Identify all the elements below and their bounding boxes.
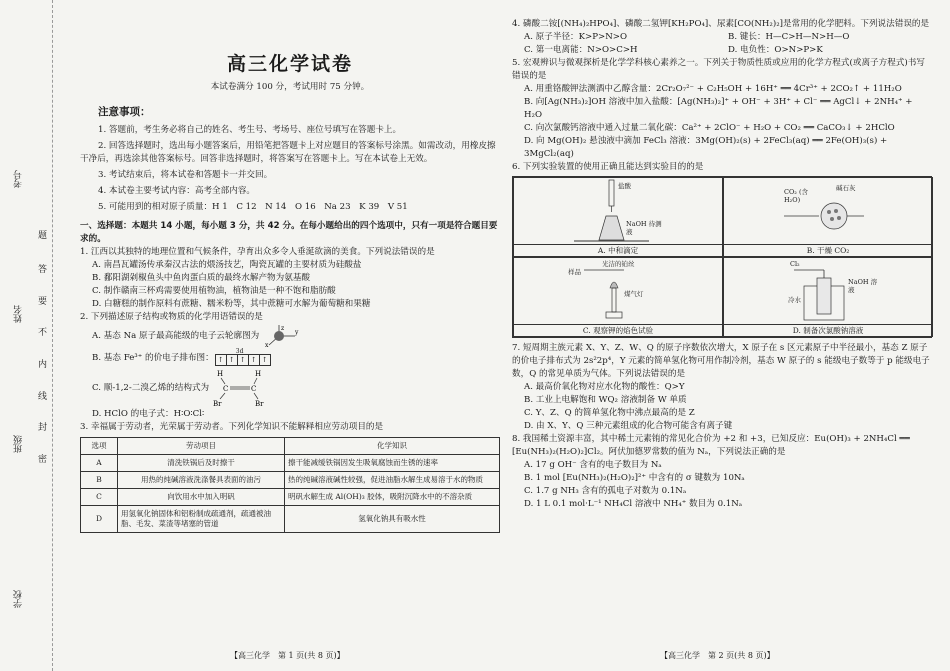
name-label: 姓名 [14, 305, 24, 323]
table-header-row [81, 438, 500, 455]
option: D. 由 X、Y、Q 三种元素组成的化合物可能含有离子键 [524, 421, 733, 431]
notice-item: 1. 答题前，考生务必将自己的姓名、考生号、考场号、座位号填写在答题卡上。 [98, 125, 402, 135]
orbital-diagram [259, 324, 299, 348]
table-cell: B [81, 472, 118, 489]
reagent-label: Cl₂ [790, 260, 800, 268]
reagent-label: 冷水 [788, 296, 801, 304]
option [80, 348, 500, 368]
question-stem: 1. 江西以其独特的地理位置和气候条件，孕育出众多令人垂涎欲滴的美食。下列说法错误的是 [80, 247, 435, 257]
question-8 [512, 433, 932, 511]
table-cell: 明矾水解生成 Al(OH)₃ 胶体，吸附沉降水中的不溶杂质 [285, 489, 500, 506]
reagent-label: 碱石灰 [836, 184, 856, 192]
option [80, 368, 500, 408]
section-heading: 一、选择题：本题共 14 小题，每小题 3 分，共 42 分。在每小题给出的四个选项中，只有一项是符合题目要求的。 [80, 221, 498, 244]
orbital-box: ↑ [226, 354, 238, 366]
structural-formula [209, 368, 279, 408]
option: A. 用重铬酸钾法测酒中乙醇含量：2Cr₂O₇²⁻ + C₂H₅OH + 16H⁺ ══ 4Cr³⁺ + 2CO₂↑ + 11H₂O [524, 84, 902, 94]
table-row [81, 455, 500, 472]
axis-z-label: z [281, 325, 285, 332]
page-1 [80, 18, 500, 533]
option-row [512, 31, 932, 44]
option-row [512, 44, 932, 57]
seal-char: 答 [38, 265, 48, 275]
option: B. 1 mol [Eu(NH₃)₂(H₂O)₂]²⁺ 中含有的 σ 键数为 10Nₐ [524, 473, 745, 483]
atom-br: Br [213, 400, 222, 408]
option: C. 1.7 g NH₃ 含有的孤电子对数为 0.1Nₐ [524, 486, 687, 496]
school-label: 学校 [14, 590, 24, 608]
table-header: 劳动项目 [118, 438, 285, 455]
table-cell: C [81, 489, 118, 506]
notice-item: 5. 可能用到的相对原子质量：H 1 C 12 N 14 O 16 Na 23 K 39 V 51 [98, 202, 408, 212]
atom-h: H [217, 370, 224, 378]
apparatus-caption: C. 观察钾的焰色试验 [514, 324, 722, 336]
seal-char: 要 [38, 297, 48, 307]
option: B. 工业上电解饱和 WQ₂ 溶液制备 W 单质 [524, 395, 687, 405]
apparatus-caption: A. 中和滴定 [514, 244, 722, 256]
atom-h: H [255, 370, 262, 378]
apparatus-a [513, 177, 723, 257]
option: C. 向次氯酸钙溶液中通入过量二氧化碳：Ca²⁺ + 2ClO⁻ + H₂O + CO₂ ══ CaCO₃↓ + 2HClO [524, 123, 895, 133]
apparatus-grid [512, 176, 932, 338]
notice-item: 2. 回答选择题时，选出每小题答案后，用铅笔把答题卡上对应题目的答案标号涂黑。如需改动，用橡皮擦干净后，再选涂其他答案标号。回答非选择题时，将答案写在答题卡上。写在本试卷上无效。 [80, 141, 496, 164]
option: B. 鄱阳湖剁椒鱼头中鱼肉蛋白质的最终水解产物为氨基酸 [92, 273, 311, 283]
reagent-label: 样品 [568, 268, 581, 276]
seal-char: 内 [38, 360, 48, 370]
option: A. 17 g OH⁻ 含有的电子数目为 Nₐ [524, 460, 662, 470]
table-cell: 用氢氧化钠固体和铝粉制成疏通剂，疏通被油脂、毛发、菜渣等堵塞的管道 [118, 506, 285, 533]
notice-heading: 注意事项： [98, 106, 151, 118]
apparatus-caption: D. 制备次氯酸钠溶液 [724, 324, 932, 336]
option: A. 南昌瓦罐汤传承秦汉古法的煨汤技艺，陶瓷瓦罐的主要材质为硅酸盐 [92, 260, 362, 270]
notice-item: 3. 考试结束后，将本试卷和答题卡一并交回。 [98, 170, 273, 180]
seal-char: 封 [38, 423, 48, 433]
option: A. 最高价氧化物对应水化物的酸性：Q>Y [524, 382, 685, 392]
table-row [81, 489, 500, 506]
question-2 [80, 311, 500, 421]
reagent-label: 光洁的铂丝 [602, 260, 635, 268]
reagent-label: NaOH 待测液 [626, 220, 662, 236]
question-stem: 6. 下列实验装置的使用正确且能达到实验目的的是 [512, 162, 704, 172]
labor-table [80, 437, 500, 533]
question-stem: 2. 下列描述原子结构或物质的化学用语错误的是 [80, 312, 263, 322]
table-cell: 清洗铁锅后及时擦干 [118, 455, 285, 472]
question-3 [80, 421, 500, 533]
class-label: 班级 [14, 435, 24, 453]
apparatus-c [513, 257, 723, 337]
atom-br: Br [255, 400, 264, 408]
option: A. 原子半径：K>P>N>O [524, 32, 628, 42]
seal-char: 密 [38, 455, 48, 465]
electron-box-diagram [216, 348, 271, 368]
option: D. 电负性：O>N>P>K [728, 45, 823, 55]
question-stem: 5. 宏观辨识与微观探析是化学学科核心素养之一。下列关于物质性质或应用的化学方程式(或离子方程式)书写错误的是 [512, 58, 925, 81]
question-5 [512, 57, 932, 161]
question-stem: 8. 我国稀土资源丰富，其中稀土元素铕的常见化合价为 +2 和 +3，已知反应：Eu(OH)₃ + 2NH₄Cl ══ [Eu(NH₃)₂(H₂O)₂]Cl₂。阿伏加德罗常数的值为 Nₐ，下列说法正确的是 [512, 434, 910, 457]
page-footer: 【高三化学 第 1 页(共 8 页)】 [230, 651, 345, 660]
table-row [81, 506, 500, 533]
table-cell: D [81, 506, 118, 533]
reagent-label: 盐酸 [618, 182, 631, 190]
table-header: 选项 [81, 438, 118, 455]
orbital-box: ↑ [259, 354, 271, 366]
orbital-box: ↑ [248, 354, 260, 366]
question-1 [80, 246, 500, 311]
reagent-label: 煤气灯 [624, 290, 644, 298]
page-2 [512, 18, 932, 511]
atom-c: C [223, 385, 229, 393]
seal-char: 题 [38, 231, 48, 241]
exam-title: 高三化学试卷 [226, 53, 353, 75]
option: B. 键长：H—C>H—N>H—O [728, 32, 850, 42]
orbital-box: ↑ [237, 354, 249, 366]
orbital-label: 3d [235, 348, 244, 356]
exam-no-label: 考号 [14, 170, 24, 188]
question-7 [512, 342, 932, 433]
option: D. HClO 的电子式：H∶O∶Cl∶ [92, 409, 205, 419]
reagent-label: NaOH 溶液 [848, 278, 878, 294]
question-stem: 4. 磷酸二铵[(NH₄)₂HPO₄]、磷酸二氢钾[KH₂PO₄]、尿素[CO(NH₂)₂]是常用的化学肥料。下列说法错误的是 [512, 19, 930, 29]
question-stem: 3. 幸福属于劳动者，光荣属于劳动者。下列化学知识不能解释相应劳动项目的是 [80, 422, 384, 432]
option-text: A. 基态 Na 原子最高能级的电子云轮廓图为 [92, 330, 260, 341]
table-cell: 热的纯碱溶液碱性较强，促进油脂水解生成易溶于水的物质 [285, 472, 500, 489]
seal-char: 线 [38, 392, 48, 402]
option: C. 第一电离能：N>O>C>H [524, 45, 638, 55]
option: D. 白糖糕的制作原料有蔗糖、糯米粉等，其中蔗糖可水解为葡萄糖和果糖 [92, 299, 371, 309]
table-cell: A [81, 455, 118, 472]
drying-tube-drawing [724, 178, 932, 244]
option: C. Y、Z、Q 的简单氢化物中沸点最高的是 Z [524, 408, 695, 418]
question-stem: 7. 短周期主族元素 X、Y、Z、W、Q 的原子序数依次增大，X 原子在 s 区元素原子中半径最小，基态 Z 原子的价电子排布式为 2s²2p⁴，Y 元素的简单氢化物可用作制冷剂，基态 W 原子的 s 能级电子数等于 p 能级电子数，Q 的常见单质为气体。下列说法错误的是 [512, 343, 930, 379]
option-text: C. 顺-1,2-二溴乙烯的结构式为 [92, 382, 210, 393]
question-6 [512, 161, 932, 338]
table-row [81, 472, 500, 489]
reagent-label: CO₂ (含 H₂O) [784, 188, 809, 204]
apparatus-b [723, 177, 933, 257]
apparatus-d [723, 257, 933, 337]
hypochlorite-drawing [724, 258, 932, 324]
exam-subtitle: 本试卷满分 100 分，考试用时 75 分钟。 [210, 82, 370, 92]
table-cell: 氢氧化钠具有吸水性 [285, 506, 500, 533]
orbital-box: ↑ [215, 354, 227, 366]
table-header: 化学知识 [285, 438, 500, 455]
notice-item: 4. 本试卷主要考试内容：高考全部内容。 [98, 186, 256, 196]
option: D. 向 Mg(OH)₂ 悬浊液中滴加 FeCl₃ 溶液：3Mg(OH)₂(s) + 2FeCl₃(aq) ══ 2Fe(OH)₃(s) + 3MgCl₂(aq) [524, 136, 888, 159]
apparatus-caption: B. 干燥 CO₂ [724, 244, 932, 256]
option-text: B. 基态 Fe³⁺ 的价电子排布图： [92, 352, 214, 363]
seal-char: 不 [38, 328, 48, 338]
binding-strip [0, 0, 53, 671]
atom-c: C [251, 385, 257, 393]
table-cell: 擦干能减缓铁锅因发生吸氧腐蚀而生锈的速率 [285, 455, 500, 472]
axis-x-label: x [265, 342, 269, 348]
option: D. 1 L 0.1 mol·L⁻¹ NH₄Cl 溶液中 NH₄⁺ 数目为 0.1Nₐ [524, 499, 743, 509]
table-cell: 用热的纯碱溶液洗涤餐具表面的油污 [118, 472, 285, 489]
question-4 [512, 18, 932, 57]
option [80, 324, 500, 348]
notice-list [80, 124, 500, 214]
axis-y-label: y [295, 329, 299, 336]
option: B. 向[Ag(NH₃)₂]OH 溶液中加入盐酸：[Ag(NH₃)₂]⁺ + OH⁻ + 3H⁺ + Cl⁻ ══ AgCl↓ + 2NH₄⁺ + H₂O [524, 97, 913, 120]
table-cell: 向饮用水中加入明矾 [118, 489, 285, 506]
option: C. 制作赣南三杯鸡需要使用植物油，植物油是一种不饱和脂肪酸 [92, 286, 336, 296]
page-footer: 【高三化学 第 2 页(共 8 页)】 [660, 651, 775, 660]
